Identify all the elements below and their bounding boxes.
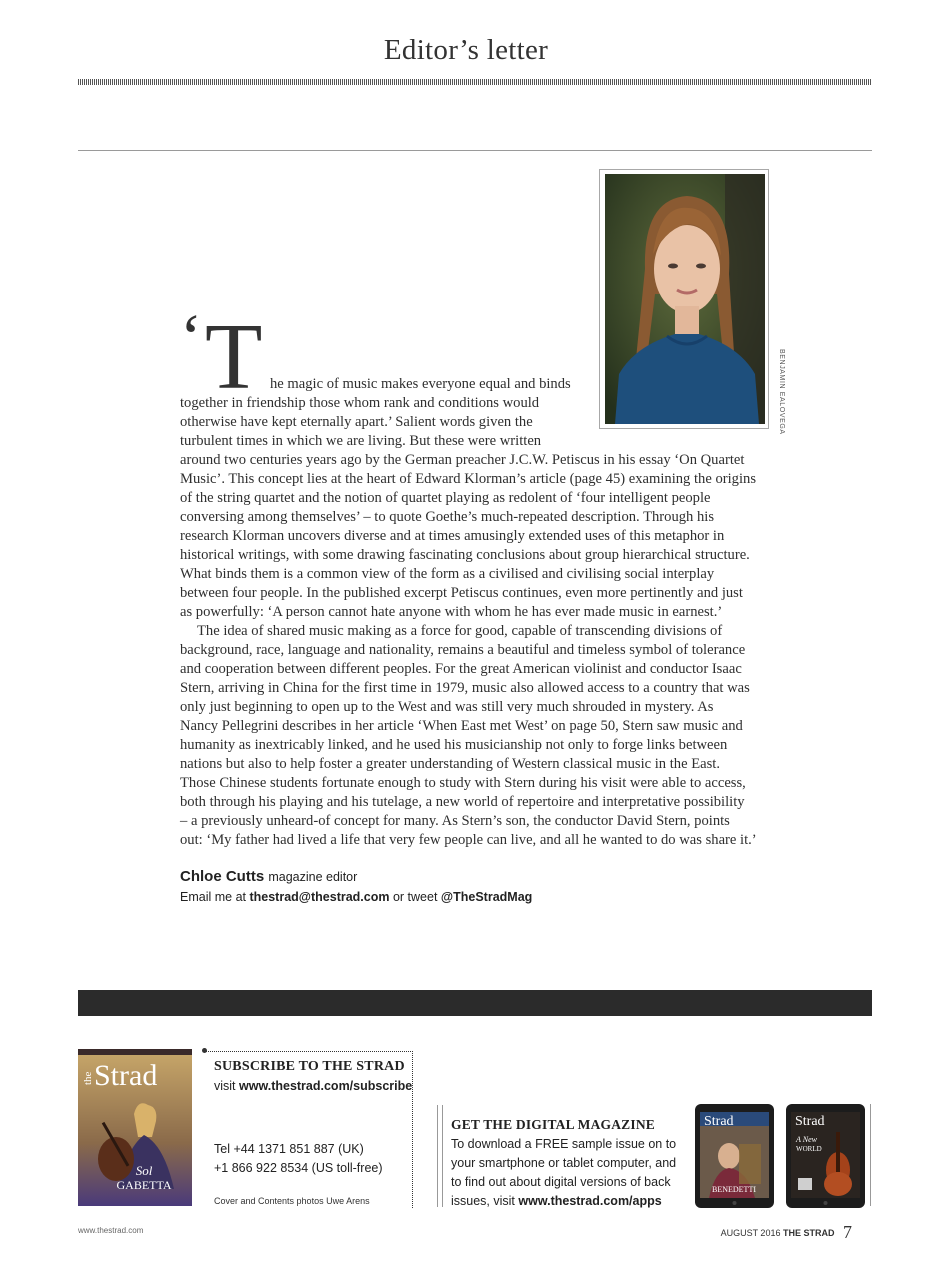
opening-quote: ‘: [180, 301, 202, 374]
article-line: out: ‘My father had lived a life that very few people can live, and all he wanted to do was share it.’: [180, 832, 757, 848]
editor-name: Chloe Cutts: [180, 868, 265, 885]
article-line: around two centuries years ago by the German preacher J.C.W. Petiscus in his essay ‘On Quartet: [180, 452, 745, 468]
article-line: The idea of shared music making as a force for good, capable of transcending divisions of: [197, 623, 723, 639]
subscribe-visit-prefix: visit: [214, 1079, 236, 1093]
photo-credit: BENJAMIN EALOVEGA: [778, 349, 785, 435]
footer-issue: [721, 1222, 852, 1243]
article-line: humanity as inextricably linked, and he used his musicianship not only to forge links between: [180, 737, 728, 753]
cover-name-first: Sol: [135, 1163, 153, 1178]
section-divider: [78, 150, 872, 151]
article-line: conversing among themselves’ – to quote Goethe’s much-repeated description. Through his: [180, 509, 715, 525]
article-line: both through his playing and his tutelage, a new world of repertoire and interpretative possibility: [180, 794, 745, 810]
right-rule: [870, 1104, 871, 1206]
subscribe-visit: [214, 1079, 412, 1093]
contact-line: [180, 890, 532, 904]
editor-signature: [180, 868, 357, 885]
digital-visit-prefix: issues, visit: [451, 1194, 515, 1208]
subscribe-phone-us: +1 866 922 8534 (US toll-free): [214, 1161, 383, 1175]
footer-url[interactable]: www.thestrad.com: [78, 1226, 144, 1235]
tablet-2-line-1: A New: [796, 1135, 817, 1144]
editor-role: magazine editor: [268, 870, 358, 884]
magazine-cover[interactable]: [78, 1049, 192, 1206]
digital-text-line: [451, 1194, 662, 1208]
footer-issue-date: AUGUST 2016: [720, 1228, 781, 1238]
tablet-2-masthead: Strad: [795, 1114, 825, 1129]
digital-text-line: To download a FREE sample issue on to: [451, 1137, 677, 1151]
article-line: research Klorman uncovers diverse and at times amusingly extended uses of this metaphor in: [180, 528, 725, 544]
article-line: turbulent times in which we are living. But these were written: [180, 433, 542, 449]
editor-portrait: [605, 174, 765, 424]
article-line: historical writings, with some drawing fascinating conclusions about group hierarchical structure.: [180, 547, 750, 563]
digital-divider: [437, 1105, 443, 1207]
article-line: and cooperation between different peoples. For the great American violinist and conductor Isaac: [180, 661, 742, 677]
subscribe-phone-uk: Tel +44 1371 851 887 (UK): [214, 1142, 364, 1156]
article-line: Those Chinese students fortunate enough to study with Stern during his visit were able to access,: [180, 775, 746, 791]
article-line: Stern, arriving in China for the first time in 1979, music also allowed access to a country that was: [180, 680, 750, 696]
twitter-link[interactable]: @TheStradMag: [440, 890, 533, 904]
header-rule: [78, 79, 872, 85]
cover-masthead-small: the: [82, 1071, 94, 1085]
article-line: only just beginning to open up to the West and was still very much shrouded in mystery. As: [180, 699, 714, 715]
subscribe-title: SUBSCRIBE TO THE STRAD: [214, 1059, 405, 1074]
tablet-1-masthead: Strad: [704, 1114, 734, 1129]
email-prefix: Email me at: [180, 890, 246, 904]
article-line: he magic of music makes everyone equal and binds: [270, 376, 571, 392]
article-line: otherwise have kept eternally apart.’ Salient words given the: [180, 414, 533, 430]
dark-band: [78, 990, 872, 1016]
article-line: of the string quartet and the notion of quartet playing as redolent of ‘four intelligent people: [180, 490, 711, 506]
article-line: Music’. This concept lies at the heart of Edward Klorman’s article (page 45) examining the origins: [180, 471, 757, 487]
digital-apps-link[interactable]: www.thestrad.com/apps: [518, 1194, 662, 1208]
digital-title: GET THE DIGITAL MAGAZINE: [451, 1117, 655, 1132]
article-line: as powerfully: ‘A person cannot hate anyone with whom he has ever made music in earnest.’: [180, 604, 723, 620]
digital-text-line: your smartphone or tablet computer, and: [451, 1156, 677, 1170]
footer-magazine-name: THE STRAD: [782, 1228, 835, 1238]
tweet-prefix: or tweet: [392, 890, 438, 904]
cover-name-last: GABETTA: [116, 1178, 172, 1192]
subscribe-link[interactable]: www.thestrad.com/subscribe: [239, 1079, 413, 1093]
tablet-2-line-2: WORLD: [796, 1145, 822, 1153]
tablet-cover-new-world[interactable]: [786, 1104, 865, 1208]
cover-masthead: Strad: [94, 1059, 158, 1092]
article-line: – a previously unheard-of concept for many. As Stern’s son, the conductor David Stern, points: [180, 813, 730, 829]
article-line: What binds them is a common view of the form as a civilised and civilising social interplay: [180, 566, 715, 582]
cover-photo-credit: Cover and Contents photos Uwe Arens: [214, 1196, 370, 1206]
article-line: nations but also to help foster a greater understanding of Western classical music in the East.: [180, 756, 720, 772]
page-title: Editor’s letter: [383, 34, 549, 66]
page-number: 7: [843, 1222, 852, 1242]
article-line: background, race, language and nationality, remains a beautiful and timeless symbol of tolerance: [180, 642, 746, 658]
tablet-1-headline: BENEDETTI: [712, 1185, 756, 1194]
email-link[interactable]: thestrad@thestrad.com: [249, 890, 390, 904]
article-line: together in friendship those whom rank and conditions would: [180, 395, 540, 411]
digital-text-line: to find out about digital versions of back: [451, 1175, 671, 1189]
article-line: between four people. In the published excerpt Petiscus continues, even more pertinently and just: [180, 585, 743, 601]
drop-cap: T: [205, 305, 263, 409]
article-line: Nancy Pellegrini describes in her article ‘When East met West’ on page 50, Stern saw music and: [180, 718, 743, 734]
tablet-cover-benedetti[interactable]: [695, 1104, 774, 1208]
